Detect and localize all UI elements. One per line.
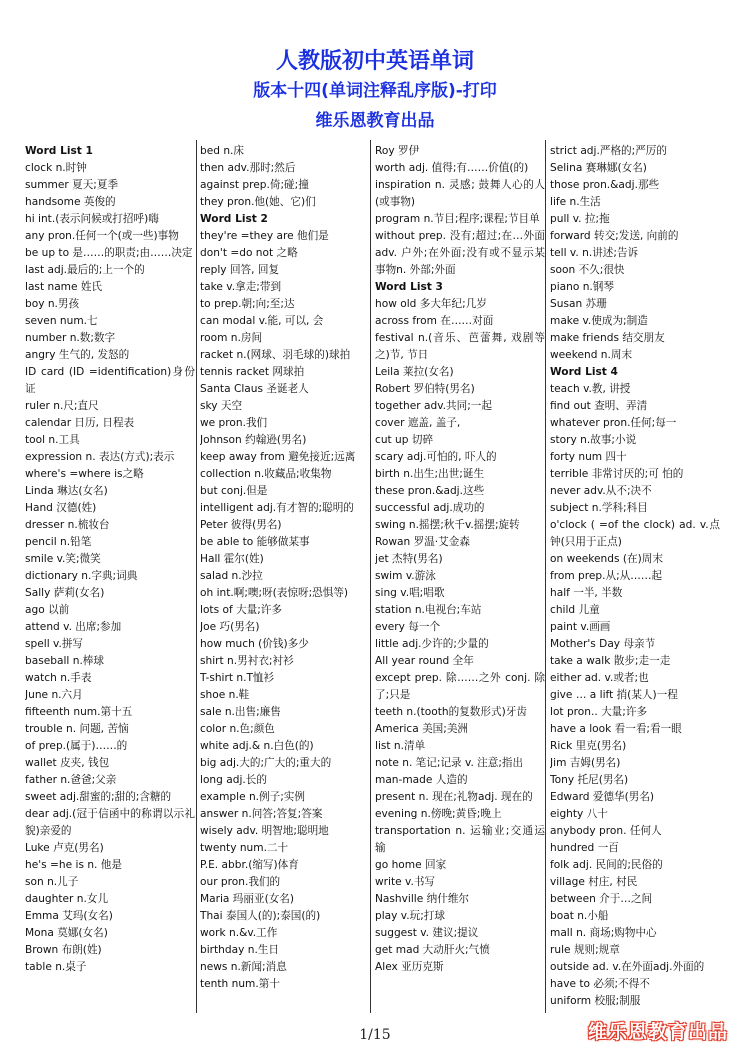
vocab-entry: Santa Claus 圣诞老人 [200, 383, 309, 395]
vocab-entry: how old 多大年纪;几岁 [375, 298, 487, 310]
column-divider [196, 140, 197, 1013]
vocab-entry: be up to 是……的职责;由……决定 [25, 247, 193, 259]
vocab-entry: reply 回答, 回复 [200, 264, 280, 276]
vocab-entry: Selina 赛琳娜(女名) [550, 162, 647, 174]
vocab-entry: intelligent adj.有才智的;聪明的 [200, 502, 354, 514]
vocab-entry: then adv.那时;然后 [200, 162, 296, 174]
vocab-entry: eighty 八十 [550, 808, 608, 820]
vocab-entry: outside ad. v.在外面adj.外面的 [550, 961, 705, 973]
vocab-entry: twenty num.二十 [200, 842, 289, 854]
vocab-entry: take v.拿走;带到 [200, 281, 282, 293]
vocab-entry: successful adj.成功的 [375, 502, 485, 514]
vocab-entry: story n.故事;小说 [550, 434, 637, 446]
vocab-entry: they pron.他(她、它)们 [200, 196, 316, 208]
vocab-entry: folk adj. 民间的;民俗的 [550, 859, 663, 871]
vocab-entry: sing v.唱;唱歌 [375, 587, 445, 599]
vocab-entry: strict adj.严格的;严厉的 [550, 145, 667, 157]
vocab-entry: half 一半, 半数 [550, 587, 623, 599]
vocab-entry: to prep.朝;向;至;达 [200, 298, 295, 310]
vocab-entry: daughter n.女儿 [25, 893, 109, 905]
vocab-entry: pencil n.铅笔 [25, 536, 92, 548]
vocab-entry: paint v.画画 [550, 621, 611, 633]
vocab-entry: any pron.任何一个(或一些)事物 [25, 230, 179, 242]
vocab-entry: every 每一个 [375, 621, 441, 633]
vocab-entry: but conj.但是 [200, 485, 268, 497]
word-list-heading: Word List 4 [550, 366, 618, 378]
vocab-entry: seven num.七 [25, 315, 98, 327]
vocab-entry: example n.例子;实例 [200, 791, 305, 803]
vocab-entry: rule 规则;规章 [550, 944, 620, 956]
vocab-entry: make friends 结交朋友 [550, 332, 665, 344]
vocab-entry: pull v. 拉;拖 [550, 213, 610, 225]
vocab-entry: sweet adj.甜蜜的;甜的;含糖的 [25, 791, 172, 803]
vocab-entry: last name 姓氏 [25, 281, 103, 293]
vocab-entry: we pron.我们 [200, 417, 268, 429]
vocab-entry: Johnson 约翰逊(男名) [200, 434, 307, 446]
vocab-entry: anybody pron. 任何人 [550, 825, 662, 837]
vocab-entry: scary adj.可怕的, 吓人的 [375, 451, 497, 463]
vocab-entry: calendar 日历, 日程表 [25, 417, 135, 429]
vocab-entry: watch n.手表 [25, 672, 92, 684]
word-column-1 [25, 143, 195, 1013]
vocab-entry: take a walk 散步;走一走 [550, 655, 671, 667]
vocab-entry: summer 夏天;夏季 [25, 179, 119, 191]
vocab-entry: oh int.啊;噢;呀(表惊呀;恐惧等) [200, 587, 349, 599]
vocab-entry: room n.房间 [200, 332, 263, 344]
vocab-entry: Mother's Day 母亲节 [550, 638, 656, 650]
document-title: 人教版初中英语单词 [275, 49, 474, 74]
vocab-entry: sale n.出售;廉售 [200, 706, 281, 718]
vocab-entry: birth n.出生;出世;诞生 [375, 468, 485, 480]
vocab-entry: swim v.游泳 [375, 570, 436, 582]
vocab-entry: wallet 皮夹, 钱包 [25, 757, 110, 769]
vocab-entry: present n. 现在;礼物adj. 现在的 [375, 791, 533, 803]
vocab-entry: Alex 亚历克斯 [375, 961, 444, 973]
vocab-entry: Rick 里克(男名) [550, 740, 627, 752]
vocab-entry: inspiration n. 灵感; 鼓舞人心的人(或事物) [375, 179, 545, 208]
vocab-entry: father n.爸爸;父亲 [25, 774, 117, 786]
vocab-entry: write v.书写 [375, 876, 436, 888]
vocab-entry: answer n.问答;答复;答案 [200, 808, 323, 820]
vocab-entry: Emma 艾玛(女名) [25, 910, 113, 922]
document-subtitle: 版本十四(单词注释乱序版)-打印 [253, 81, 497, 101]
vocab-entry: Joe 巧(男名) [200, 621, 260, 633]
vocab-entry: soon 不久;很快 [550, 264, 625, 276]
vocab-entry: lots of 大量;许多 [200, 604, 282, 616]
vocab-entry: except prep. 除……之外 conj. 除了;只是 [375, 672, 545, 701]
vocab-entry: lot pron.. 大量;许多 [550, 706, 648, 718]
vocab-entry: Mona 莫娜(女名) [25, 927, 108, 939]
vocab-entry: suggest v. 建议;提议 [375, 927, 479, 939]
vocab-entry: tenth num.第十 [200, 978, 280, 990]
vocab-entry: dear adj.(冠于信函中的称谓以示礼貌)亲爱的 [25, 808, 195, 837]
vocab-entry: give … a lift 捎(某人)一程 [550, 689, 678, 701]
word-column-2 [200, 143, 370, 1013]
vocab-entry: spell v.拼写 [25, 638, 84, 650]
vocab-entry: man-made 人造的 [375, 774, 468, 786]
vocab-entry: Robert 罗伯特(男名) [375, 383, 475, 395]
vocab-entry: Roy 罗伊 [375, 145, 420, 157]
vocab-entry: America 美国;美洲 [375, 723, 469, 735]
vocab-entry: angry 生气的, 发怒的 [25, 349, 130, 361]
vocab-entry: expression n. 表达(方式);表示 [25, 451, 175, 463]
vocab-entry: long adj.长的 [200, 774, 267, 786]
vocab-entry: have to 必须;不得不 [550, 978, 650, 990]
vocab-entry: sky 天空 [200, 400, 243, 412]
vocab-entry: from prep.从;从……起 [550, 570, 663, 582]
vocab-entry: white adj.& n.白色(的) [200, 740, 314, 752]
vocab-entry: clock n.时钟 [25, 162, 87, 174]
vocab-entry: fifteenth num.第十五 [25, 706, 133, 718]
vocab-entry: evening n.傍晚;黄昏;晚上 [375, 808, 502, 820]
vocab-entry: keep away from 避免接近;远离 [200, 451, 356, 463]
vocab-entry: make v.使成为;制造 [550, 315, 648, 327]
vocab-entry: across from 在……对面 [375, 315, 494, 327]
vocab-entry: life n.生活 [550, 196, 601, 208]
vocab-entry: P.E. abbr.(缩写)体育 [200, 859, 299, 871]
vocab-entry: program n.节目;程序;课程;节目单 [375, 213, 540, 225]
word-list-heading: Word List 3 [375, 281, 443, 293]
vocab-entry: June n.六月 [25, 689, 83, 701]
vocab-entry: play v.玩;打球 [375, 910, 445, 922]
vocab-entry: of prep.(属于)……的 [25, 740, 128, 752]
vocab-entry: forward 转交;发送, 向前的 [550, 230, 679, 242]
word-column-4 [550, 143, 720, 1013]
vocab-entry: where's =where is之略 [25, 468, 144, 480]
vocab-entry: boy n.男孩 [25, 298, 80, 310]
vocab-entry: note n. 笔记;记录 v. 注意;指出 [375, 757, 524, 769]
vocab-entry: baseball n.棒球 [25, 655, 104, 667]
vocab-entry: cut up 切碎 [375, 434, 434, 446]
vocab-entry: our pron.我们的 [200, 876, 281, 888]
vocab-entry: between 介于…之间 [550, 893, 653, 905]
vocab-entry: be able to 能够做某事 [200, 536, 310, 548]
vocab-entry: color n.色;颜色 [200, 723, 275, 735]
vocab-entry: ruler n.尺;直尺 [25, 400, 99, 412]
vocab-entry: together adv.共同;一起 [375, 400, 492, 412]
vocab-entry: Susan 苏珊 [550, 298, 607, 310]
word-column-3 [375, 143, 545, 1013]
vocab-entry: go home 回家 [375, 859, 447, 871]
vocab-entry: Leila 莱拉(女名) [375, 366, 454, 378]
vocab-entry: terrible 非常讨厌的;可 怕的 [550, 468, 684, 480]
vocab-entry: weekend n.周末 [550, 349, 633, 361]
vocab-entry: last adj.最后的;上一个的 [25, 264, 145, 276]
vocab-entry: Thai 泰国人(的);泰国(的) [200, 910, 321, 922]
vocab-entry: he's =he is n. 他是 [25, 859, 122, 871]
vocab-entry: tell v. n.讲述;告诉 [550, 247, 639, 259]
vocab-entry: shirt n.男衬衣;衬衫 [200, 655, 294, 667]
vocab-entry: handsome 英俊的 [25, 196, 116, 208]
vocab-entry: ago 以前 [25, 604, 70, 616]
vocab-entry: child 儿童 [550, 604, 600, 616]
vocab-entry: big adj.大的;广大的;重大的 [200, 757, 332, 769]
vocab-entry: village 村庄, 村民 [550, 876, 638, 888]
vocab-entry: T-shirt n.T恤衫 [200, 672, 275, 684]
vocab-entry: find out 查明、弄清 [550, 400, 648, 412]
vocab-entry: son n.儿子 [25, 876, 79, 888]
vocab-entry: Brown 布朗(姓) [25, 944, 102, 956]
vocab-entry: Peter 彼得(男名) [200, 519, 282, 531]
vocab-entry: boat n.小船 [550, 910, 609, 922]
vocab-entry: Linda 琳达(女名) [25, 485, 108, 497]
vocab-entry: shoe n.鞋 [200, 689, 250, 701]
vocab-entry: teach v.教, 讲授 [550, 383, 631, 395]
vocab-entry: can modal v.能, 可以, 会 [200, 315, 324, 327]
vocab-entry: Nashville 纳什维尔 [375, 893, 470, 905]
vocab-entry: transportation n. 运输业;交通运输 [375, 825, 545, 854]
vocab-entry: number n.数;数字 [25, 332, 116, 344]
vocab-entry: they're =they are 他们是 [200, 230, 329, 242]
vocab-entry: Hall 霍尔(姓) [200, 553, 264, 565]
vocab-entry: work n.&v.工作 [200, 927, 278, 939]
vocab-entry: uniform 校服;制服 [550, 995, 641, 1007]
vocab-entry: piano n.钢琴 [550, 281, 614, 293]
vocab-entry: Tony 托尼(男名) [550, 774, 629, 786]
column-divider [370, 140, 371, 1013]
vocab-entry: how much (价钱)多少 [200, 638, 309, 650]
vocab-entry: those pron.&adj.那些 [550, 179, 660, 191]
publisher-watermark: 维乐恩教育出品 [588, 1021, 729, 1043]
vocab-entry: o'clock ( =of the clock) ad. v.点钟(只用于正点) [550, 519, 720, 548]
page-number: 1/15 [359, 1027, 391, 1043]
vocab-entry: bed n.床 [200, 145, 245, 157]
vocab-entry: Rowan 罗温·艾金森 [375, 536, 470, 548]
vocab-entry: on weekends (在)周末 [550, 553, 663, 565]
vocab-entry: tool n.工具 [25, 434, 80, 446]
vocab-entry: list n.清单 [375, 740, 426, 752]
vocab-entry: without prep. 没有;超过;在…外面adv. 户外;在外面;没有或不显示某事物n. 外部;外面 [375, 230, 545, 276]
vocab-entry: get mad 大动肝火;气愤 [375, 944, 490, 956]
vocab-entry: hundred 一百 [550, 842, 619, 854]
column-divider [545, 140, 546, 1013]
vocab-entry: against prep.倚;碰;撞 [200, 179, 309, 191]
vocab-entry: birthday n.生日 [200, 944, 280, 956]
vocab-entry: have a look 看一看;看一眼 [550, 723, 682, 735]
vocab-entry: Hand 汉德(姓) [25, 502, 97, 514]
vocab-entry: hi int.(表示问候或打招呼)嗨 [25, 213, 159, 225]
vocab-entry: little adj.少许的;少量的 [375, 638, 489, 650]
vocab-entry: jet 杰特(男名) [375, 553, 443, 565]
vocab-entry: smile v.笑;微笑 [25, 553, 101, 565]
vocab-entry: collection n.收藏品;收集物 [200, 468, 332, 480]
vocab-entry: Luke 卢克(男名) [25, 842, 104, 854]
word-list-heading: Word List 1 [25, 145, 93, 157]
vocab-entry: dictionary n.字典;词典 [25, 570, 138, 582]
vocab-entry: don't =do not 之略 [200, 247, 298, 259]
vocab-entry: attend v. 出席;参加 [25, 621, 122, 633]
vocab-entry: whatever pron.任何;每一 [550, 417, 677, 429]
vocab-entry: news n.新闻;消息 [200, 961, 287, 973]
vocab-entry: wisely adv. 明智地;聪明地 [200, 825, 329, 837]
vocab-entry: racket n.(网球、羽毛球的)球拍 [200, 349, 351, 361]
vocab-entry: station n.电视台;车站 [375, 604, 482, 616]
vocab-entry: All year round 全年 [375, 655, 474, 667]
vocab-entry: teeth n.(tooth的复数形式)牙齿 [375, 706, 527, 718]
vocab-entry: ID card (ID =identification)身份证 [25, 366, 195, 395]
vocab-entry: never adv.从不;决不 [550, 485, 652, 497]
vocab-entry: forty num 四十 [550, 451, 627, 463]
word-list-heading: Word List 2 [200, 213, 268, 225]
vocab-entry: mall n. 商场;购物中心 [550, 927, 657, 939]
vocab-entry: Jim 吉姆(男名) [550, 757, 621, 769]
vocab-entry: table n.桌子 [25, 961, 87, 973]
vocab-entry: these pron.&adj.这些 [375, 485, 485, 497]
vocab-entry: cover 遮盖, 盖子, [375, 417, 461, 429]
vocab-entry: worth adj. 值得;有……价值(的) [375, 162, 529, 174]
vocab-entry: salad n.沙拉 [200, 570, 263, 582]
vocab-entry: dresser n.梳妆台 [25, 519, 110, 531]
vocab-entry: festival n.(音乐、芭蕾舞, 戏剧等之)节, 节日 [375, 332, 545, 361]
document-publisher: 维乐恩教育出品 [315, 111, 435, 131]
vocab-entry: trouble n. 问题, 苦恼 [25, 723, 129, 735]
vocab-entry: either ad. v.或者;也 [550, 672, 649, 684]
vocab-entry: subject n.学科;科目 [550, 502, 648, 514]
vocab-entry: Edward 爱德华(男名) [550, 791, 655, 803]
vocab-entry: swing n.摇摆;秋千v.摇摆;旋转 [375, 519, 520, 531]
vocab-entry: tennis racket 网球拍 [200, 366, 305, 378]
vocab-entry: Sally 萨莉(女名) [25, 587, 105, 599]
vocab-entry: Maria 玛丽亚(女名) [200, 893, 295, 905]
